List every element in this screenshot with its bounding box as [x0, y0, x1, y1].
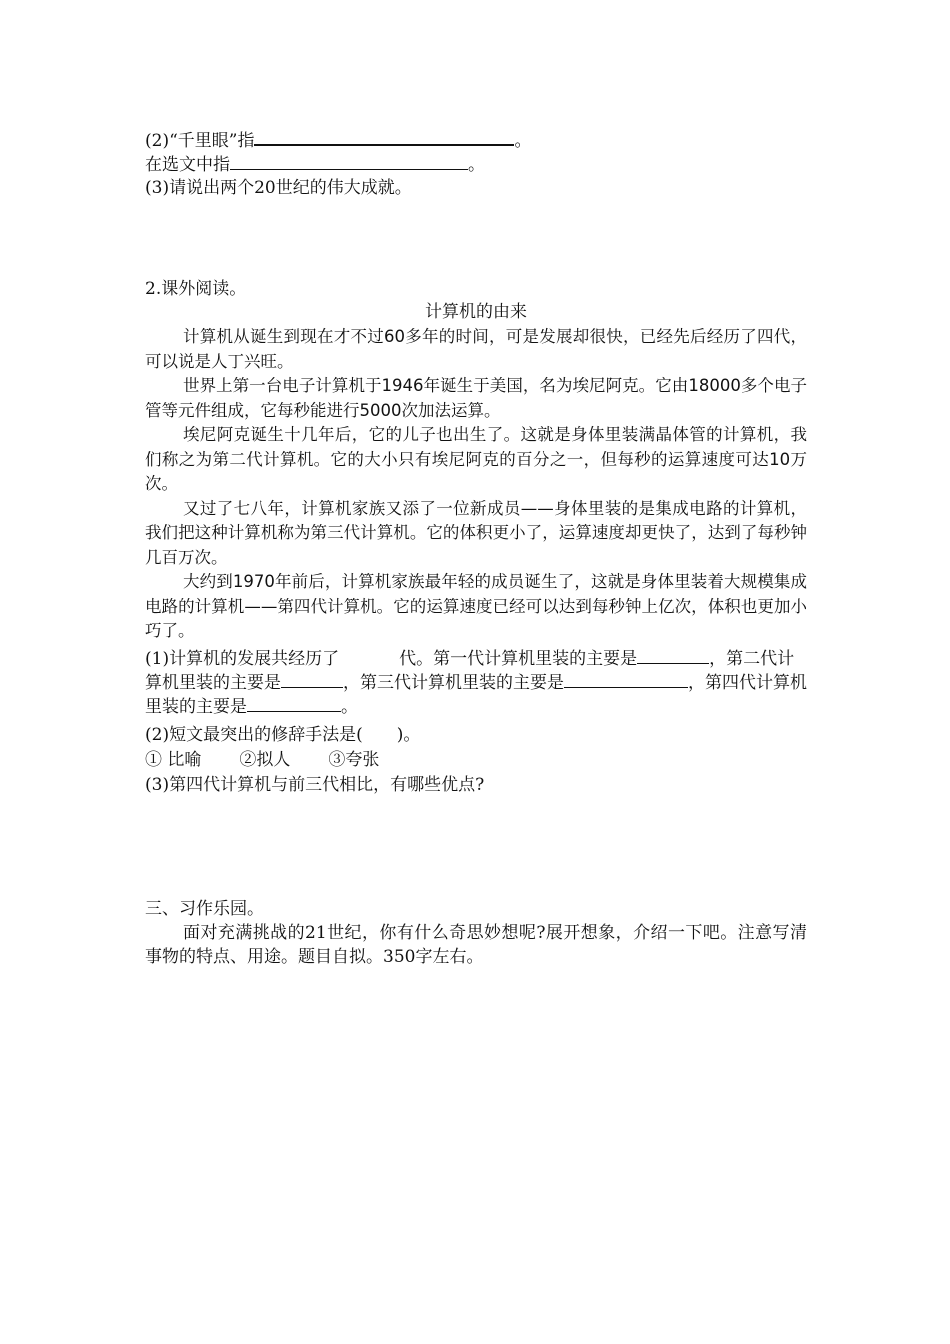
passage-paragraph: 又过了七八年，计算机家族又添了一位新成员——身体里装的是集成电路的计算机，我们把这种计算机称为第三代计算机。它的体积更小了，运算速度却更快了，达到了每秒钟几百万次。 [145, 498, 807, 567]
question-1: (1)计算机的发展共经历了 代。第一代计算机里装的主要是 ，第二代计算机里装的主要是 ，第三代计算机里装的主要是 ，第四代计算机里装的主要是 。 [145, 649, 807, 717]
answer-blank[interactable] [564, 671, 688, 688]
option[interactable]: ③夸张 [328, 750, 380, 770]
answer-blank[interactable] [247, 695, 341, 712]
question-3: (3)请说出两个20世纪的伟大成就。 [145, 178, 412, 198]
writing-prompt-text: 面对充满挑战的21世纪，你有什么奇思妙想呢?展开想象，介绍一下吧。注意写清事物的特点、用途。题目自拟。350字左右。 [145, 923, 807, 967]
passage-paragraph: 大约到1970年前后，计算机家族最年轻的成员诞生了，这就是身体里装着大规模集成电路的计算机——第四代计算机。它的运算速度已经可以达到每秒钟上亿次，体积也更加小巧了。 [145, 572, 807, 640]
passage-paragraph: 计算机从诞生到现在才不过60多年的时间，可是发展却很快，已经先后经历了四代，可以说是人丁兴旺。 [145, 327, 807, 371]
passage-title: 计算机的由来 [425, 302, 527, 322]
section-heading: 2.课外阅读。 [145, 279, 247, 299]
option[interactable]: ②拟人 [239, 750, 291, 770]
section-heading: 三、习作乐园。 [145, 899, 264, 919]
answer-blank[interactable] [230, 153, 468, 170]
passage-paragraph: 埃尼阿克诞生十几年后，它的儿子也出生了。这就是身体里装满晶体管的计算机，我们称之为第二代计算机。它的大小只有埃尼阿克的百分之一，但每秒的运算速度可达10万次。 [145, 425, 807, 493]
passage-paragraph: 世界上第一台电子计算机于1946年诞生于美国，名为埃尼阿克。它由18000多个电子管等元件组成，它每秒能进行5000次加法运算。 [145, 376, 807, 420]
question-2-line-2: 在选文中指 。 [145, 155, 485, 175]
writing-prompt [145, 921, 807, 969]
question-2-line-1: (2)“千里眼”指 。 [145, 128, 531, 152]
options-row [145, 749, 379, 771]
answer-blank[interactable] [281, 671, 343, 688]
passage [145, 325, 807, 644]
option[interactable]: ① 比喻 [145, 750, 202, 770]
answer-blank[interactable] [254, 128, 514, 146]
answer-blank[interactable] [637, 647, 709, 664]
question-3: (3)第四代计算机与前三代相比，有哪些优点? [145, 775, 485, 795]
question-2: (2)短文最突出的修辞手法是( )。 [145, 725, 421, 745]
